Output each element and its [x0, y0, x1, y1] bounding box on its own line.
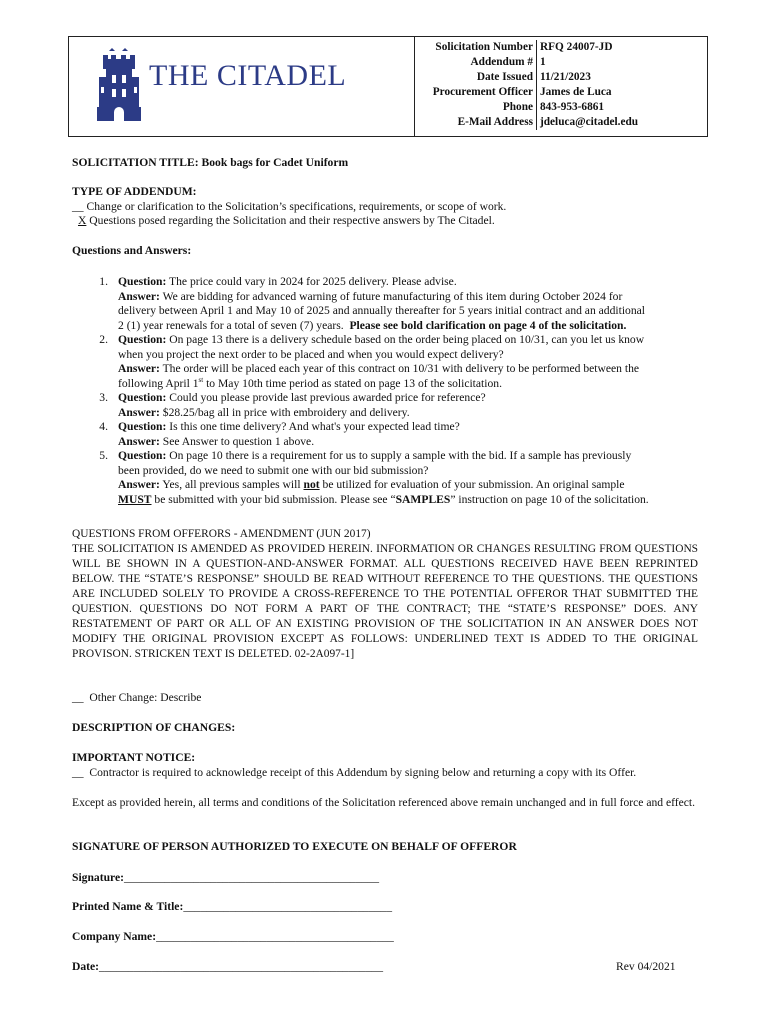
- info-row-addendum: [415, 55, 638, 70]
- answer-text: be submitted with your bid submission. Please see “: [154, 492, 396, 506]
- solicitation-title-value: Book bags for Cadet Uniform: [201, 156, 349, 169]
- question-text: On page 13 there is a delivery schedule based on the order being placed on 10/31, can you let us know: [169, 333, 645, 346]
- question-text: Is this one time delivery? And what's your expected lead time?: [169, 420, 460, 433]
- header-box: [68, 36, 708, 137]
- answer-label: Answer:: [118, 434, 160, 448]
- info-label: Phone: [415, 100, 537, 115]
- qa-list: [72, 275, 702, 507]
- qa-number: 4.: [99, 420, 108, 433]
- question-text: The price could vary in 2024 for 2025 delivery. Please advise.: [169, 275, 457, 288]
- solicitation-info-table: [414, 37, 638, 136]
- answer-text: We are bidding for advanced warning of future manufacturing of this item during October 2024 for: [162, 289, 623, 303]
- question-label: Question:: [118, 333, 167, 346]
- info-value: James de Luca: [540, 86, 612, 98]
- qa-item: [72, 333, 702, 391]
- field-label: Signature:: [72, 871, 124, 884]
- logo-wordmark: THE CITADEL: [149, 59, 347, 92]
- info-row-phone: [415, 100, 638, 115]
- qa-number: 1.: [99, 275, 108, 288]
- qa-heading: [72, 244, 702, 259]
- option-text: Questions posed regarding the Solicitation and their respective answers by The Citadel.: [89, 214, 495, 227]
- superscript: st: [198, 375, 204, 384]
- date-field[interactable]: [72, 960, 572, 975]
- info-row-procurement-officer: [415, 85, 638, 100]
- revision-label: Rev 04/2021: [616, 960, 676, 973]
- info-value: RFQ 24007-JD: [540, 41, 613, 53]
- answer-emphasis: not: [303, 478, 320, 491]
- important-notice-text: [72, 766, 702, 781]
- solicitation-title-label: SOLICITATION TITLE:: [72, 156, 199, 169]
- answer-text: The order will be placed each year of this contract on 10/31 with delivery to be performed between the: [162, 362, 640, 375]
- field-line[interactable]: _________________________________________________: [99, 960, 384, 973]
- field-line[interactable]: _________________________________________: [156, 930, 394, 943]
- qa-item: [72, 449, 702, 507]
- answer-bold-text: Please see bold clarification on page 4 of the solicitation.: [349, 318, 627, 332]
- field-label: Printed Name & Title:: [72, 900, 184, 913]
- option-mark-checked: X: [78, 214, 87, 227]
- question-label: Question:: [118, 391, 167, 404]
- amendment-clause: [72, 527, 698, 662]
- answer-label: Answer:: [118, 478, 160, 491]
- answer-text: Yes, all previous samples will: [162, 478, 301, 491]
- qa-item: [72, 420, 702, 449]
- notice-text: Contractor is required to acknowledge receipt of this Addendum by signing below and returning a copy with its Offer.: [89, 766, 637, 779]
- other-change-option: [72, 691, 702, 706]
- question-label: Question:: [118, 420, 167, 433]
- type-of-addendum-heading: [72, 185, 702, 200]
- description-of-changes-heading: DESCRIPTION OF CHANGES:: [72, 721, 236, 734]
- heading-text: TYPE OF ADDENDUM:: [72, 185, 197, 198]
- qa-number: 2.: [99, 333, 108, 346]
- field-label: Date:: [72, 960, 100, 973]
- answer-text: 2 (1) year renewals for a total of seven (7) years.: [118, 318, 344, 332]
- answer-text: to May 10th time period as stated on page 13 of the solicitation.: [203, 376, 502, 390]
- qa-number: 3.: [99, 391, 108, 404]
- answer-label: Answer:: [118, 362, 160, 375]
- info-value: 1: [540, 56, 546, 68]
- answer-label: Answer:: [118, 405, 160, 419]
- info-row-solicitation-number: [415, 40, 638, 55]
- heading-text: Questions and Answers:: [72, 244, 192, 257]
- info-label: Procurement Officer: [415, 85, 537, 100]
- info-value: 11/21/2023: [540, 71, 591, 83]
- answer-text: be utilized for evaluation of your submission. An original sample: [322, 478, 625, 491]
- question-text: when you project the next order to be placed and when you would expect delivery?: [118, 347, 504, 361]
- answer-label: Answer:: [118, 289, 160, 303]
- solicitation-title: [72, 156, 702, 171]
- field-line[interactable]: ____________________________________: [183, 900, 392, 913]
- question-text: On page 10 there is a requirement for us to supply a sample with the bid. If a sample has previously: [169, 449, 632, 462]
- info-email-value[interactable]: jdeluca@citadel.edu: [540, 116, 639, 128]
- company-name-field[interactable]: [72, 930, 702, 945]
- signature-heading: SIGNATURE OF PERSON AUTHORIZED TO EXECUTE ON BEHALF OF OFFEROR: [72, 840, 517, 853]
- info-label: Date Issued: [415, 70, 537, 85]
- field-label: Company Name:: [72, 930, 157, 943]
- qa-item: [72, 391, 702, 420]
- question-text: Could you please provide last previous awarded price for reference?: [169, 391, 486, 404]
- option-mark: __: [72, 691, 84, 704]
- option-text: Other Change: Describe: [89, 691, 202, 704]
- info-row-date-issued: [415, 70, 638, 85]
- question-label: Question:: [118, 275, 167, 288]
- option-mark: __: [72, 200, 84, 213]
- option-mark: __: [72, 766, 84, 779]
- answer-text: delivery between April 1 and May 10 of 2025 and annually thereafter for 5 years initial contract and an additional: [118, 304, 646, 317]
- important-notice-heading: IMPORTANT NOTICE:: [72, 751, 196, 764]
- info-label: Solicitation Number: [415, 40, 537, 55]
- question-label: Question:: [118, 449, 167, 462]
- qa-item: [72, 275, 702, 333]
- answer-text: following April 1: [118, 376, 199, 390]
- answer-text: See Answer to question 1 above.: [162, 434, 315, 448]
- answer-text: $28.25/bag all in price with embroidery and delivery.: [162, 405, 410, 419]
- citadel-logo: [69, 37, 414, 136]
- addendum-option-questions: [78, 214, 708, 229]
- option-text: Change or clarification to the Solicitation’s specifications, requirements, or scope of work.: [86, 200, 507, 213]
- info-label: E-Mail Address: [415, 115, 537, 130]
- amendment-body: THE SOLICITATION IS AMENDED AS PROVIDED HEREIN. INFORMATION OR CHANGES RESULTING FROM QUESTIONS WILL BE SHOWN IN A QUESTION-AND-ANSWER FORMAT. ALL QUESTIONS RECEIVED HAVE BEEN REPRINTED BELOW. THE “STATE’S RESPONSE” SHOULD BE READ WITHOUT REFERENCE TO THE QUESTIONS. THE QUESTIONS ARE INCLUDED SOLELY TO PROVIDE A CROSS-REFERENCE TO THE POTENTIAL OFFEROR THAT SUBMITTED THE QUESTION. QUESTIONS DO NOT FORM A PART OF THE CONTRACT; THE “STATE’S RESPONSE” DOES. ANY RESTATEMENT OF PART OR ALL OF AN EXISTING PROVISION OF THE SOLICITATION IN AN ANSWER DOES NOT MODIFY THE ORIGINAL PROVISION EXCEPT AS FOLLOWS: UNDERLINED TEXT IS ADDED TO THE ORIGINAL PROVISON. STRICKEN TEXT IS DELETED. 02-2A097-1]: [72, 543, 698, 660]
- question-text: been provided, do we need to submit one with our bid submission?: [118, 463, 429, 477]
- info-value: 843-953-6861: [540, 101, 605, 113]
- addendum-option-change: [72, 200, 702, 215]
- field-line[interactable]: ____________________________________________: [123, 871, 380, 884]
- info-row-email: [415, 115, 638, 130]
- citadel-tower-icon: [97, 47, 141, 125]
- answer-emphasis: SAMPLES: [395, 492, 451, 506]
- qa-number: 5.: [99, 449, 108, 462]
- signature-field[interactable]: [72, 871, 702, 886]
- printed-name-title-field[interactable]: [72, 900, 702, 915]
- terms-unchanged-text: Except as provided herein, all terms and conditions of the Solicitation referenced above remain unchanged and in full force and effect.: [72, 796, 696, 809]
- info-label: Addendum #: [415, 55, 537, 70]
- answer-text: ” instruction on page 10 of the solicitation.: [450, 492, 649, 506]
- amendment-heading: QUESTIONS FROM OFFERORS - AMENDMENT (JUN 2017): [72, 528, 371, 540]
- answer-emphasis: MUST: [118, 492, 152, 506]
